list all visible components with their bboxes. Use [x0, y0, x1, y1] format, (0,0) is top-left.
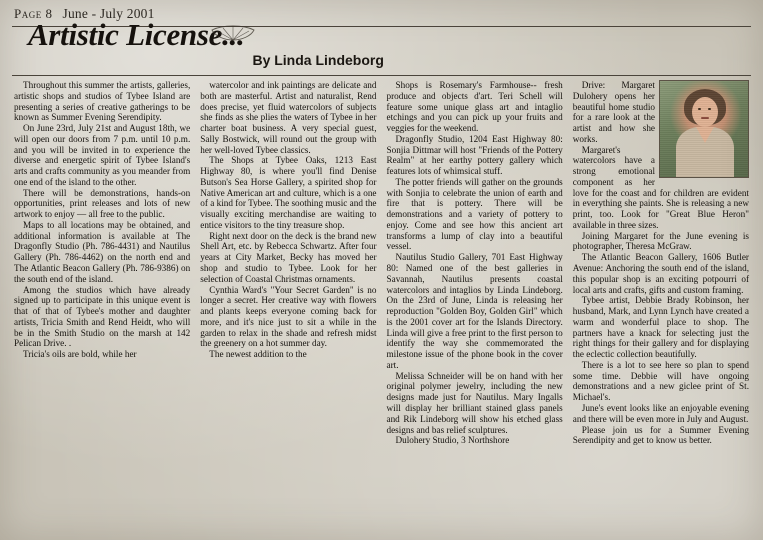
paragraph: Tricia's oils are bold, while her [23, 349, 137, 360]
paragraph: There will be demonstrations, hands-on opportunities, print releases and lots of new artwork to enjoy — all free to the public. [14, 187, 191, 220]
issue-date-label: June - July 2001 [62, 6, 155, 21]
author-photo [659, 80, 749, 178]
paragraph: Maps to all locations may be obtained, and additional information is available at The Dragonfly Studio (Ph. 786-4431) and Nautilus Gallery (Ph. 786-4462) on the north end and The Atlantic Beacon Gallery (Ph. 786-9386) on the south end of the island. [14, 219, 191, 284]
article-column-1 [14, 80, 190, 446]
paragraph: Margaret's watercolors have a strong emotional component as her love for the coast and for children are evident in everything she paints. She is releasing a new print, too. Look for "Great Blue Heron" available in three sizes. [572, 144, 749, 230]
photo-face [692, 97, 718, 127]
paragraph: watercolor and ink paintings are delicate and both are masterful. Artist and naturalist, Rend does precise, yet fluid watercolors of subjects she finds as she plies the waters of Tybee in her charter boat business. A very special guest, Sally Bostwick, will round out the group with her well-loved Tybee classics. [200, 80, 377, 155]
page-number-label: Page 8 [14, 6, 53, 21]
article-column-4 [573, 80, 749, 446]
paragraph: Among the studios which have already signed up to participate in this unique event is that of that of Tybee's mother and daughter artists, Tricia Smith and Rend Heidt, who will be in the Smith Studio on the marsh at 142 Pelican Drive. . [14, 284, 191, 349]
photo-eye-right [708, 108, 711, 110]
seashell-icon [210, 25, 256, 41]
paragraph: Dulohery Studio, 3 Northshore [395, 435, 510, 446]
paragraph: Please join us for a Summer Evening Serendipity and get to know us better. [572, 424, 749, 446]
paragraph: The Atlantic Beacon Gallery, 1606 Butler Avenue: Anchoring the south end of the island, this popular shop is an exciting potpourri of local arts and crafts, gifts and custom framing. [572, 252, 749, 295]
article-headline: Artistic License... [28, 17, 245, 53]
photo-eye-left [698, 108, 701, 110]
article-column-2 [200, 80, 376, 446]
paragraph: Throughout this summer the artists, galleries, artistic shops and studios of Tybee Island are presenting a series of creative gatherings to be known as Summer Evening Serendipity. [14, 80, 191, 123]
paragraph: Nautilus Studio Gallery, 701 East Highway 80: Named one of the best galleries in Savannah, Nautilus presents coastal watercolors and intaglios by Linda Lindeborg. On the 23rd of June, Linda is releasing her reproduction "Golden Boy, Golden Girl" which is the 2001 cover art for the Islands Directory. Linda will give a free print to the first person to identify the way she commemorated the milestone issue of the phone book in the cover art. [386, 252, 563, 370]
paragraph: The potter friends will gather on the grounds with Sonjia to celebrate the union of earth and fire that is pottery. There will be demonstrations and a variety of pottery to enjoy. Come and see how this ancient art transforms a lump of clay into a beautiful vessel. [386, 176, 563, 252]
paragraph: June's event looks like an enjoyable evening and there will be even more in July and August. [572, 402, 749, 424]
paragraph: Cynthia Ward's "Your Secret Garden" is no longer a secret. Her creative way with flowers and plants keeps everyone coming back for more, and it's nice just to sit a while in the garden to relax in the shade and refresh midst the greenery on a hot summer day. [200, 284, 377, 349]
photo-mouth [701, 117, 709, 119]
article-column-3 [387, 80, 563, 446]
paragraph: Melissa Schneider will be on hand with her original polymer jewelry, including the new designs made just for Nautilus. Mary Ingalls will display her brilliant stained glass panels and Rik Lindeborg will show his etched glass designs and bas relief sculptures. [386, 370, 563, 435]
headline-row [10, 17, 753, 73]
paragraph: There is a lot to see here so plan to spend some time. Debbie will have ongoing demonstrations and a new giclee print of St. Michael's. [572, 359, 749, 403]
paragraph: Drive: Margaret Dulohery opens her beautiful home studio for a rare look at the artist and how she works. [572, 80, 655, 144]
paragraph: The Shops at Tybee Oaks, 1213 East Highway 80, is where you'll find Denise Butson's Sea Horse Gallery, a spirited shop for Native American art and culture, which is a one of a kind for Tybee. The soothing music and the visually exciting merchandise are waiting to entice visitors to the tiny treasure shop. [200, 155, 377, 230]
paragraph: The newest addition to the [209, 349, 307, 360]
paragraph: Right next door on the deck is the brand new Shell Art, etc. by Rebecca Schwartz. After four years at City Market, Becky has moved her shop and studio to Tybee. Look for her selection of Coastal Christmas ornaments. [200, 230, 377, 284]
paragraph: Dragonfly Studio, 1204 East Highway 80: Sonjia Dittmar will host "Friends of the Pottery Realm" at her earthy pottery gallery which features lots of whimsical stuff. [386, 133, 563, 177]
article-byline: By Linda Lindeborg [252, 52, 384, 68]
paragraph: Joining Margaret for the June evening is photographer, Theresa McGraw. [572, 230, 749, 252]
paragraph: Tybee artist, Debbie Brady Robinson, her husband, Mark, and Lynn Lynch have created a warm and wonderful place to shop. The partners have a knack for selecting just the right things for their gallery and for displaying the eclectic collection beautifully. [572, 295, 749, 360]
article-columns [10, 80, 753, 446]
paragraph: Shops is Rosemary's Farmhouse-- fresh produce and objects d'art. Teri Schell will feature some unique glass art and intaglio etchings and you can pick up your fruits and veggies for the weekend. [386, 80, 563, 134]
headline-divider [12, 75, 751, 76]
paragraph: On June 23rd, July 21st and August 18th, we will open our doors from 7 p.m. until 10 p.m. and you will be invited in to experience the diverse and energetic spirit of Tybee Island's arts and crafts community as you meander from one end of the island to the other. [14, 123, 191, 187]
